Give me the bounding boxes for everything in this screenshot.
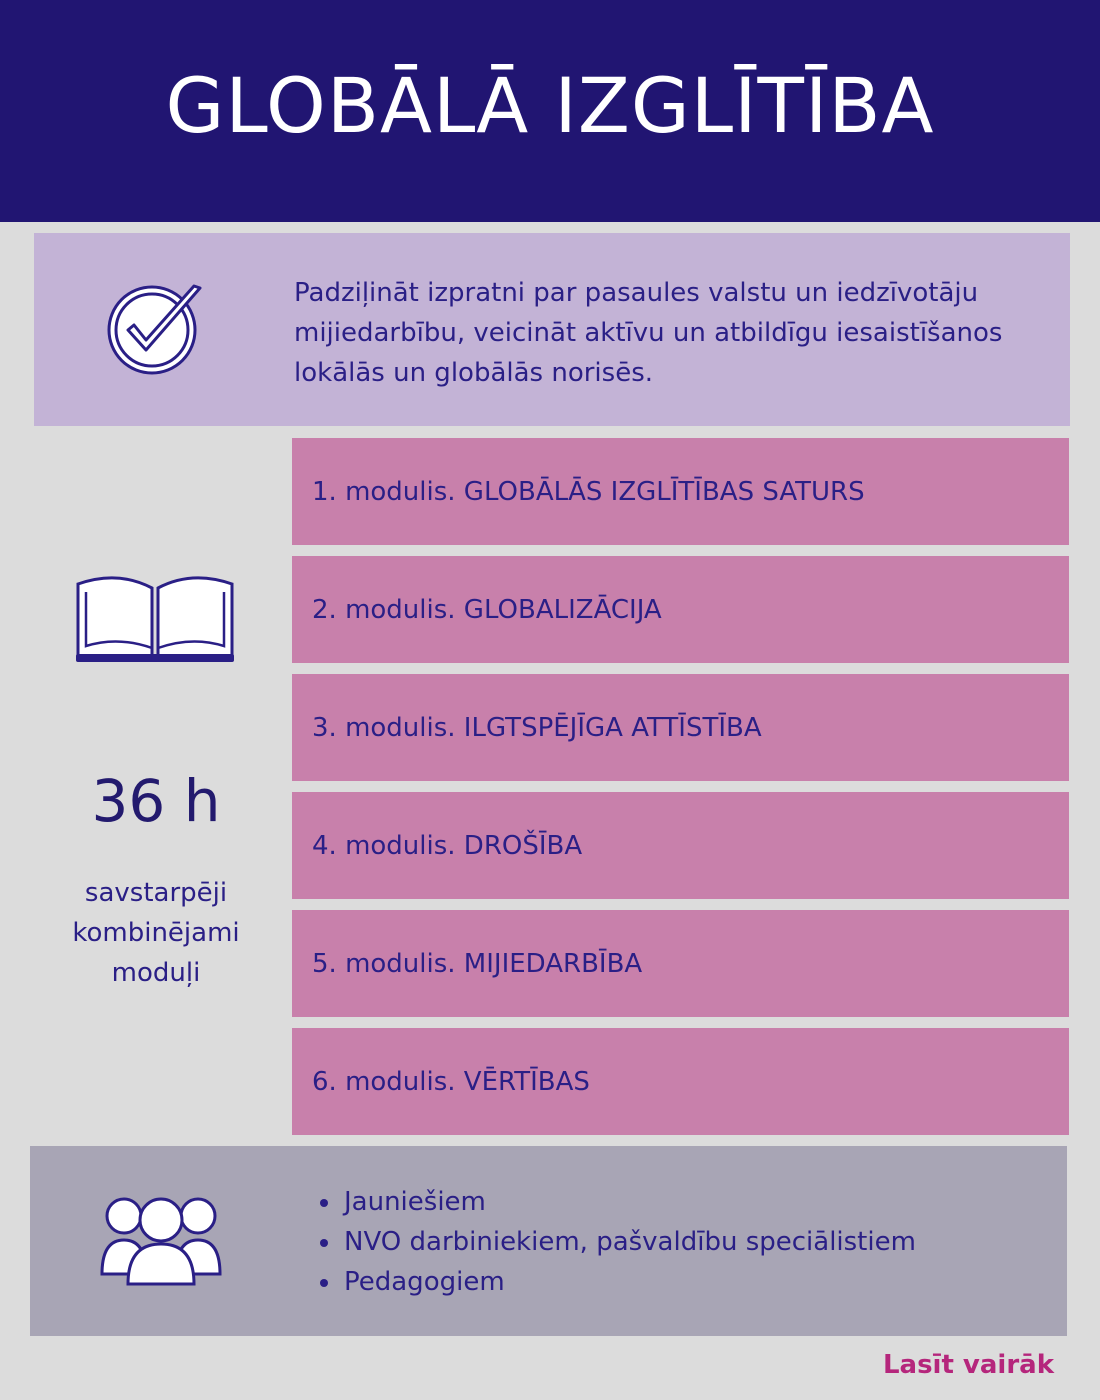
audience-list <box>310 1182 916 1302</box>
check-circle-icon <box>102 278 206 382</box>
audience-item: • NVO darbiniekiem, pašvaldību speciālistiem <box>342 1222 916 1262</box>
hours-description: savstarpēji kombinējami moduļi <box>72 878 240 988</box>
goal-panel <box>34 233 1070 426</box>
module-item-3[interactable]: 3. modulis. ILGTSPĒJĪGA ATTĪSTĪBA <box>292 674 1069 781</box>
module-item-2[interactable]: 2. modulis. GLOBALIZĀCIJA <box>292 556 1069 663</box>
module-list <box>292 438 1069 1146</box>
module-item-5[interactable]: 5. modulis. MIJIEDARBĪBA <box>292 910 1069 1017</box>
audience-item: • Jauniešiem <box>342 1182 916 1222</box>
open-book-icon <box>74 570 236 666</box>
read-more-link[interactable]: Lasīt vairāk <box>882 1350 1054 1380</box>
header-banner <box>0 0 1100 222</box>
page-title: GLOBĀLĀ IZGLĪTĪBA <box>165 60 935 150</box>
course-hours: 36 h <box>91 767 221 835</box>
summary-column <box>34 437 284 1137</box>
goal-text: Padziļināt izpratni par pasaules valstu un iedzīvotāju mijiedarbību, veicināt aktīvu un atbildīgu iesaistīšanos lokālās un globālās norisēs. <box>294 278 1003 388</box>
audience-item: • Pedagogiem <box>342 1262 916 1302</box>
module-item-4[interactable]: 4. modulis. DROŠĪBA <box>292 792 1069 899</box>
audience-panel <box>30 1146 1067 1336</box>
module-item-6[interactable]: 6. modulis. VĒRTĪBAS <box>292 1028 1069 1135</box>
people-group-icon <box>100 1194 222 1286</box>
module-item-1[interactable]: 1. modulis. GLOBĀLĀS IZGLĪTĪBAS SATURS <box>292 438 1069 545</box>
